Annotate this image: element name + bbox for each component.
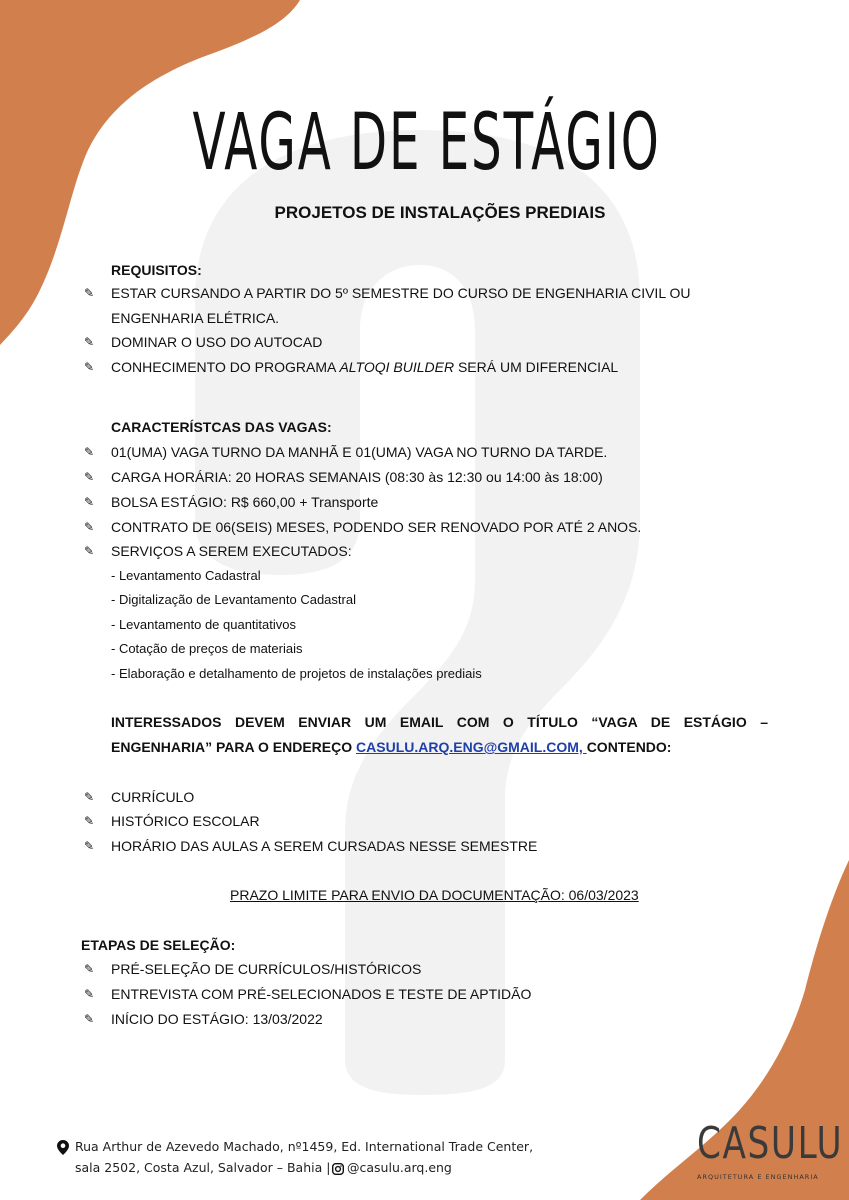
documento-item: HORÁRIO DAS AULAS A SEREM CURSADAS NESSE SEMESTRE	[111, 838, 538, 854]
software-name: ALTOQI BUILDER	[339, 359, 455, 375]
check-bullet-icon: ✎	[84, 335, 95, 349]
check-bullet-icon: ✎	[84, 790, 95, 804]
check-bullet-icon: ✎	[84, 286, 95, 300]
check-bullet-icon: ✎	[84, 987, 95, 1001]
company-logo-tagline: ARQUITETURA E ENGENHARIA	[697, 1173, 819, 1181]
caracteristica-item: SERVIÇOS A SEREM EXECUTADOS:	[111, 543, 352, 559]
documento-item: CURRÍCULO	[111, 789, 195, 805]
caracteristica-item: BOLSA ESTÁGIO: R$ 660,00 + Transporte	[111, 494, 379, 510]
check-bullet-icon: ✎	[84, 470, 95, 484]
etapa-item: ENTREVISTA COM PRÉ-SELECIONADOS E TESTE DE APTIDÃO	[111, 986, 532, 1002]
company-logo: CASULU	[697, 1118, 844, 1169]
check-bullet-icon: ✎	[84, 839, 95, 853]
servico-item: - Digitalização de Levantamento Cadastral	[111, 592, 356, 607]
check-bullet-icon: ✎	[84, 544, 95, 558]
etapa-item: PRÉ-SELEÇÃO DE CURRÍCULOS/HISTÓRICOS	[111, 961, 422, 977]
instructions-text: CONTENDO:	[586, 739, 672, 755]
servico-item: - Levantamento de quantitativos	[111, 617, 297, 632]
footer-address-line1: Rua Arthur de Azevedo Machado, nº1459, Ed. International Trade Center,	[75, 1139, 534, 1154]
requisito-item-text: CONHECIMENTO DO PROGRAMA	[111, 359, 340, 375]
requisitos-heading: REQUISITOS:	[111, 262, 202, 278]
caracteristica-item: 01(UMA) VAGA TURNO DA MANHÃ E 01(UMA) VAGA NO TURNO DA TARDE.	[111, 444, 608, 460]
check-bullet-icon: ✎	[84, 445, 95, 459]
check-bullet-icon: ✎	[84, 520, 95, 534]
servico-item: - Cotação de preços de materiais	[111, 641, 303, 656]
caracteristica-item: CARGA HORÁRIA: 20 HORAS SEMANAIS (08:30 às 12:30 ou 14:00 às 18:00)	[111, 469, 603, 485]
requisito-item-continuation: ENGENHARIA ELÉTRICA.	[111, 310, 280, 326]
etapas-heading: ETAPAS DE SELEÇÃO:	[81, 937, 236, 953]
etapa-item: INÍCIO DO ESTÁGIO: 13/03/2022	[111, 1011, 323, 1027]
instagram-icon	[332, 1163, 344, 1175]
requisito-item: ESTAR CURSANDO A PARTIR DO 5º SEMESTRE DO CURSO DE ENGENHARIA CIVIL OU	[111, 285, 691, 301]
requisito-item-text: SERÁ UM DIFERENCIAL	[454, 359, 619, 375]
caracteristicas-heading: CARACTERÍSTCAS DAS VAGAS:	[111, 419, 332, 435]
documento-item: HISTÓRICO ESCOLAR	[111, 813, 260, 829]
deadline-notice: PRAZO LIMITE PARA ENVIO DA DOCUMENTAÇÃO: 06/03/2023	[230, 887, 639, 903]
page-subtitle: PROJETOS DE INSTALAÇÕES PREDIAIS	[274, 203, 606, 222]
check-bullet-icon: ✎	[84, 814, 95, 828]
check-bullet-icon: ✎	[84, 360, 95, 374]
footer-address-line2: sala 2502, Costa Azul, Salvador – Bahia |	[75, 1160, 331, 1175]
page-title: VAGA DE ESTÁGIO	[192, 98, 661, 188]
check-bullet-icon: ✎	[84, 962, 95, 976]
instructions-text: ENGENHARIA” PARA O ENDEREÇO	[111, 739, 357, 755]
caracteristica-item: CONTRATO DE 06(SEIS) MESES, PODENDO SER RENOVADO POR ATÉ 2 ANOS.	[111, 519, 642, 535]
location-pin-icon	[57, 1140, 69, 1155]
requisito-item	[111, 358, 618, 376]
instructions-line: INTERESSADOS DEVEM ENVIAR UM EMAIL COM O TÍTULO “VAGA DE ESTÁGIO –	[111, 714, 768, 730]
check-bullet-icon: ✎	[84, 495, 95, 509]
footer-instagram[interactable]: @casulu.arq.eng	[347, 1160, 452, 1175]
instructions-line	[111, 738, 671, 756]
email-link[interactable]: CASULU.ARQ.ENG@GMAIL.COM,	[356, 739, 587, 755]
requisito-item: DOMINAR O USO DO AUTOCAD	[111, 334, 323, 350]
check-bullet-icon: ✎	[84, 1012, 95, 1026]
servico-item: - Levantamento Cadastral	[111, 568, 261, 583]
servico-item: - Elaboração e detalhamento de projetos de instalações prediais	[111, 666, 482, 681]
